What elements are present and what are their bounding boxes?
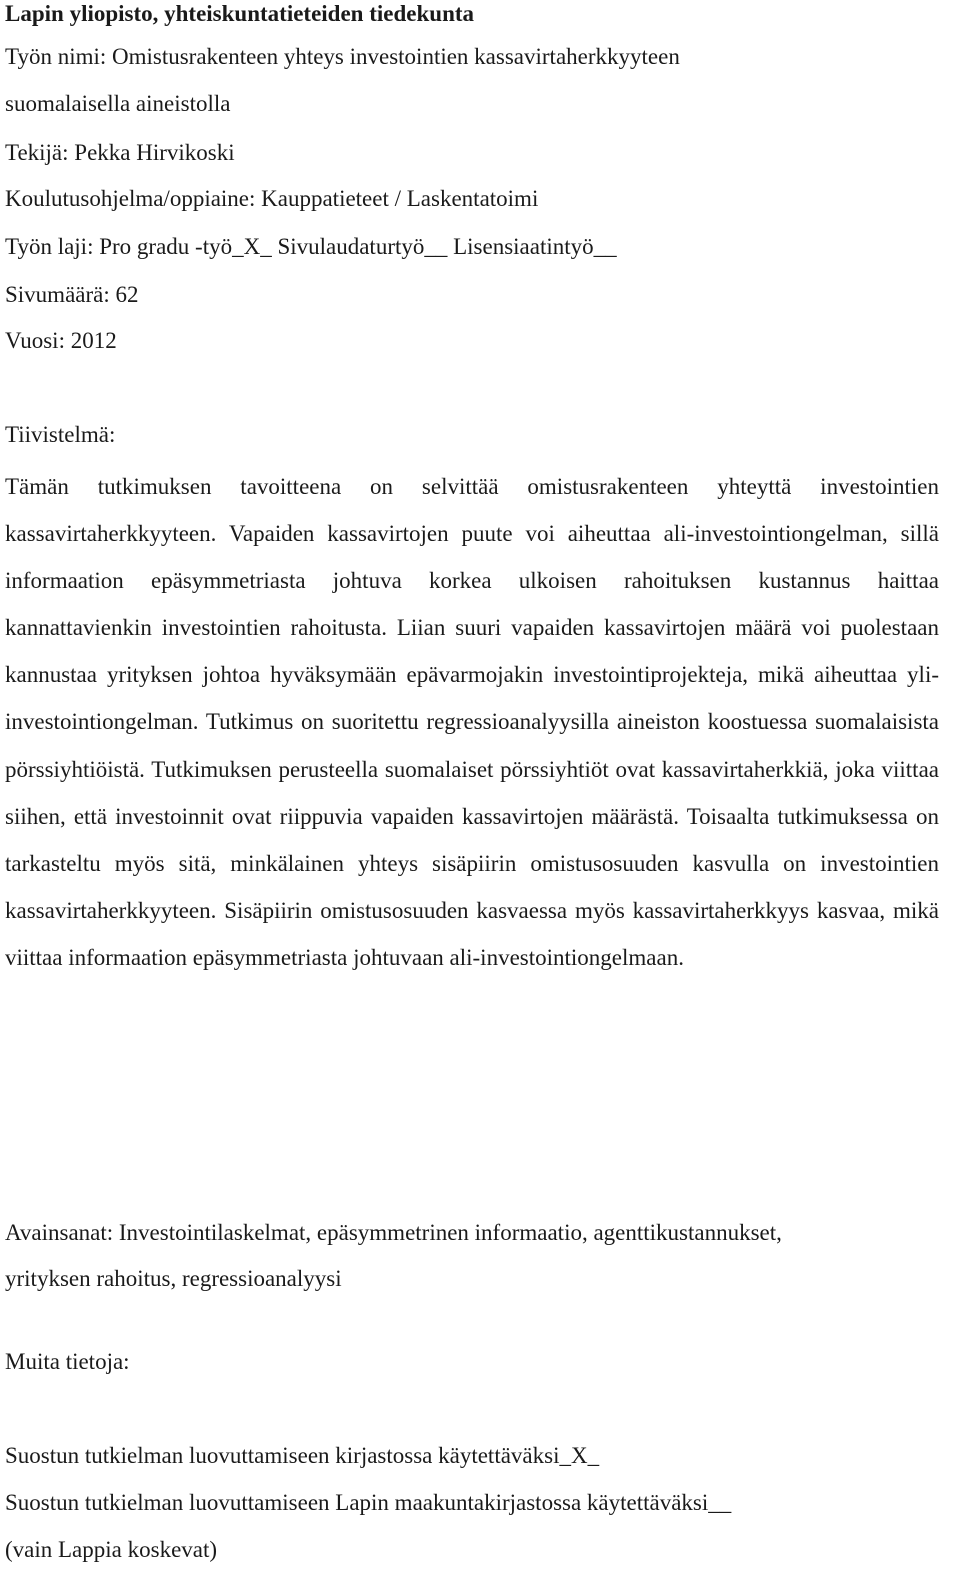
abstract-heading: Tiivistelmä:	[5, 422, 116, 447]
consent-library: Suostun tutkielman luovuttamiseen kirjastossa käytettäväksi_X_	[5, 1443, 600, 1468]
author: Tekijä: Pekka Hirvikoski	[5, 140, 235, 165]
faculty-heading: Lapin yliopisto, yhteiskuntatieteiden tiedekunta	[5, 1, 475, 26]
page-count: Sivumäärä: 62	[5, 282, 139, 307]
programme: Koulutusohjelma/oppiaine: Kauppatieteet / Laskentatoimi	[5, 186, 539, 211]
year: Vuosi: 2012	[5, 328, 117, 353]
thesis-title-line1: Työn nimi: Omistusrakenteen yhteys investointien kassavirtaherkkyyteen	[5, 44, 680, 69]
abstract-text: Tämän tutkimuksen tavoitteena on selvittää omistusrakenteen yhteyttä investointien kassavirtaherkkyyteen. Vapaiden kassavirtojen puute voi aiheuttaa ali-investointiongelman, sillä informaation epäsymmetriasta johtuva korkea ulkoisen rahoituksen kustannus haittaa kannattavienkin investointien rahoitusta. Liian suuri vapaiden kassavirtojen määrä voi puolestaan kannustaa yrityksen johtoa hyväksymään epävarmojakin investointiprojekteja, mikä aiheuttaa yli-investointiongelman. Tutkimus on suoritettu regressioanalyysilla aineiston koostuessa suomalaisista pörssiyhtiöistä. Tutkimuksen perusteella suomalaiset pörssiyhtiöt ovat kassavirtaherkkiä, joka viittaa siihen, että investoinnit ovat riippuvia vapaiden kassavirtojen määrästä. Toisaalta tutkimuksessa on tarkasteltu myös sitä, minkälainen yhteys sisäpiirin omistusosuuden kasvulla on investointien kassavirtaherkkyyteen. Sisäpiirin omistusosuuden kasvaessa myös kassavirtaherkkyys kasvaa, mikä viittaa informaation epäsymmetriasta johtuvaan ali-investointiongelmaan.	[5, 474, 939, 970]
keywords-line1: Avainsanat: Investointilaskelmat, epäsymmetrinen informaatio, agenttikustannukset,	[5, 1220, 782, 1245]
keywords-line2: yrityksen rahoitus, regressioanalyysi	[5, 1266, 342, 1291]
thesis-title-line2: suomalaisella aineistolla	[5, 91, 231, 116]
other-info-heading: Muita tietoja:	[5, 1349, 130, 1374]
consent-regional-library: Suostun tutkielman luovuttamiseen Lapin maakuntakirjastossa käytettäväksi__	[5, 1490, 732, 1515]
work-type: Työn laji: Pro gradu -työ_X_ Sivulaudaturtyö__ Lisensiaatintyö__	[5, 234, 617, 259]
consent-note: (vain Lappia koskevat)	[5, 1537, 218, 1562]
